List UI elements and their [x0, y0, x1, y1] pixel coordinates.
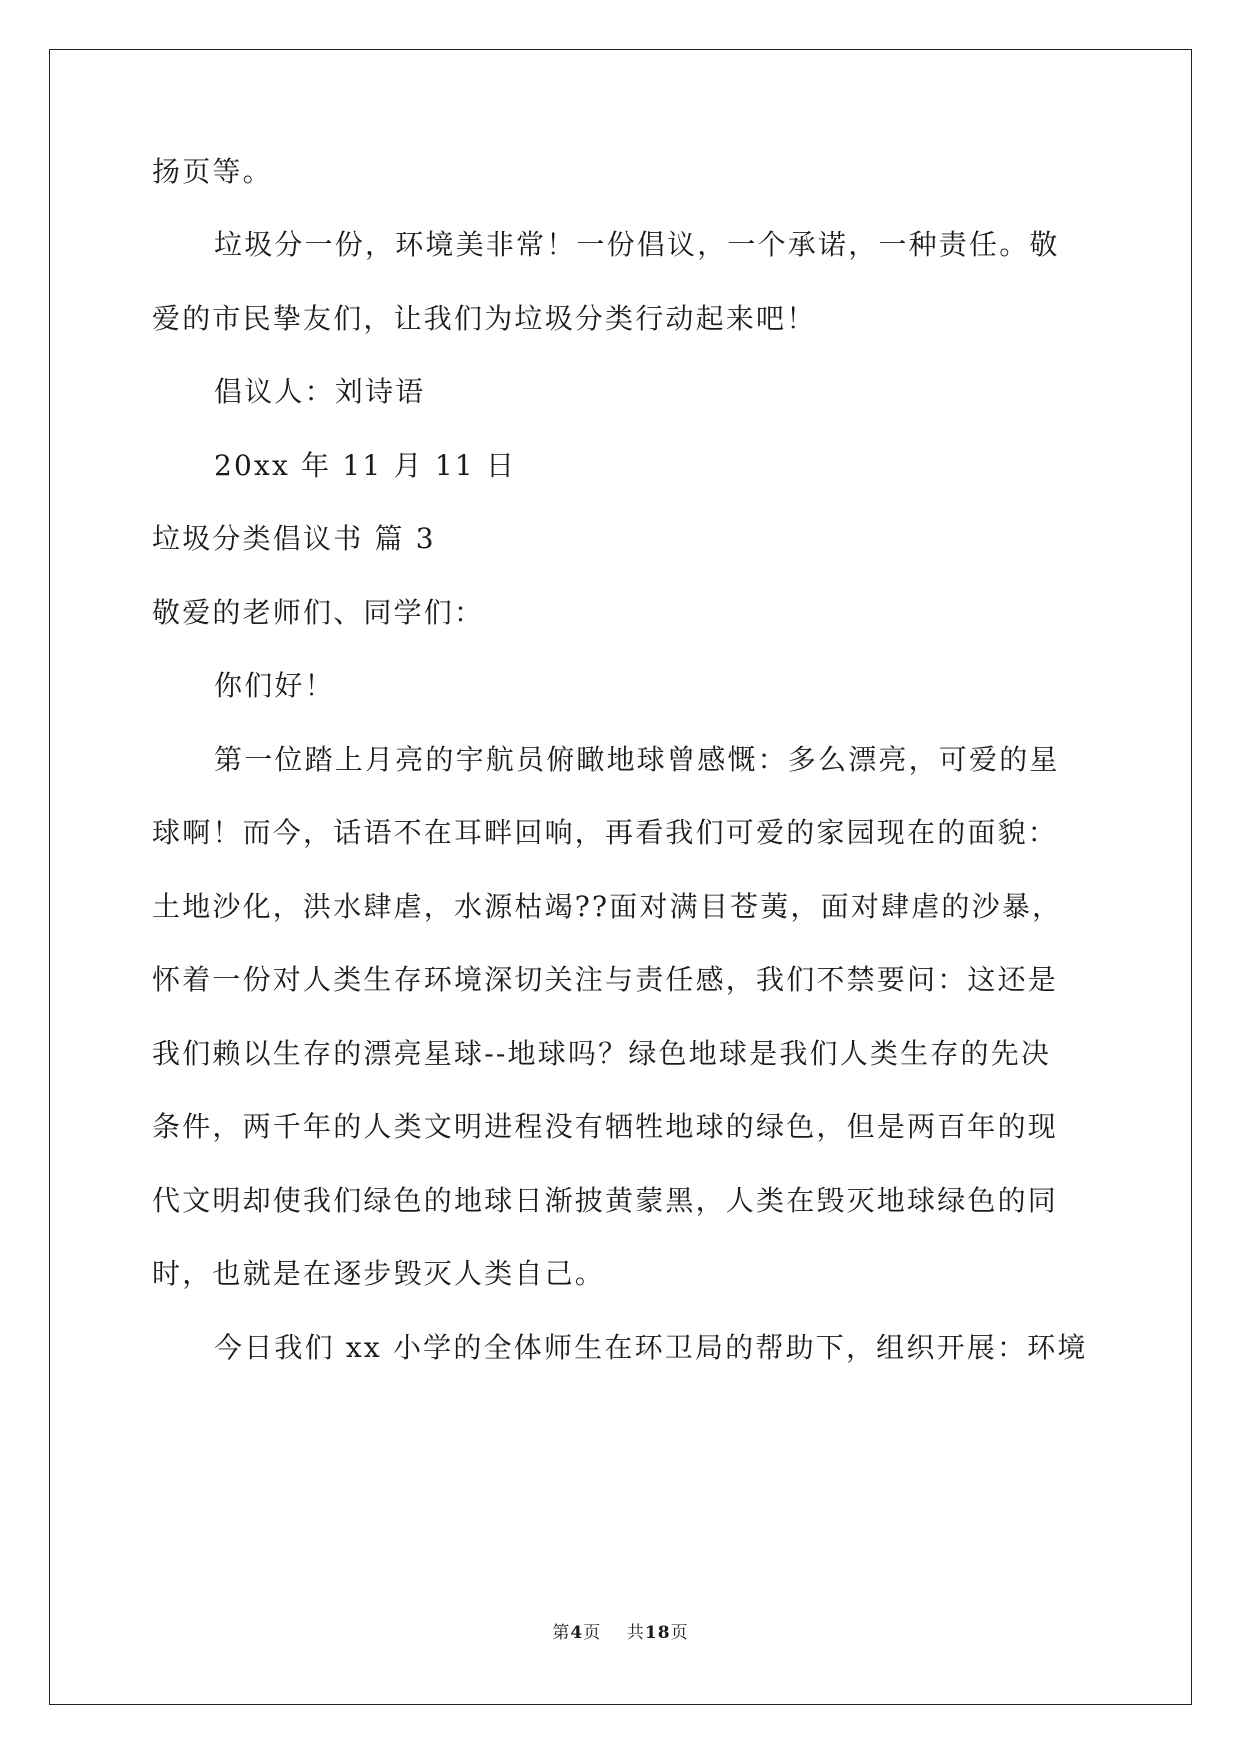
footer-page-suffix: 页	[583, 1623, 602, 1643]
page-border	[49, 49, 1192, 1705]
text-line: 球啊！而今，话语不在耳畔回响，再看我们可爱的家园现在的面貌：	[152, 816, 1059, 849]
paragraph-line: 第一位踏上月亮的宇航员俯瞰地球曾感慨：多么漂亮，可爱的星	[214, 743, 1060, 776]
total-page-count: 18	[644, 1623, 671, 1643]
text-line: 我们赖以生存的漂亮星球--地球吗？绿色地球是我们人类生存的先决	[152, 1037, 1052, 1070]
section-heading: 垃圾分类倡议书 篇 3	[152, 522, 436, 555]
page-footer	[0, 1618, 1241, 1643]
text-line: 时，也就是在逐步毁灭人类自己。	[152, 1257, 606, 1290]
text-line: 土地沙化，洪水肆虐，水源枯竭??面对满目苍荑，面对肆虐的沙暴，	[152, 890, 1063, 923]
salutation: 敬爱的老师们、同学们：	[152, 596, 485, 629]
footer-total-suffix: 页	[670, 1623, 689, 1643]
text-line: 条件，两千年的人类文明进程没有牺牲地球的绿色，但是两百年的现	[152, 1110, 1059, 1143]
paragraph-line: 垃圾分一份，环境美非常！一份倡议，一个承诺，一种责任。敬	[214, 228, 1060, 261]
footer-total-prefix: 共	[626, 1623, 645, 1643]
date-line: 20xx 年 11 月 11 日	[214, 449, 517, 482]
text-line: 扬页等。	[152, 155, 273, 188]
paragraph-line: 今日我们 xx 小学的全体师生在环卫局的帮助下，组织开展：环境	[214, 1331, 1088, 1364]
signature-line: 倡议人：刘诗语	[214, 375, 426, 408]
current-page-number: 4	[570, 1623, 584, 1643]
text-line: 爱的市民挚友们，让我们为垃圾分类行动起来吧！	[152, 302, 817, 335]
footer-prefix: 第	[552, 1623, 571, 1643]
greeting: 你们好！	[214, 669, 335, 702]
text-line: 怀着一份对人类生存环境深切关注与责任感，我们不禁要问：这还是	[152, 963, 1059, 996]
text-line: 代文明却使我们绿色的地球日渐披黄蒙黑，人类在毁灭地球绿色的同	[152, 1184, 1059, 1217]
